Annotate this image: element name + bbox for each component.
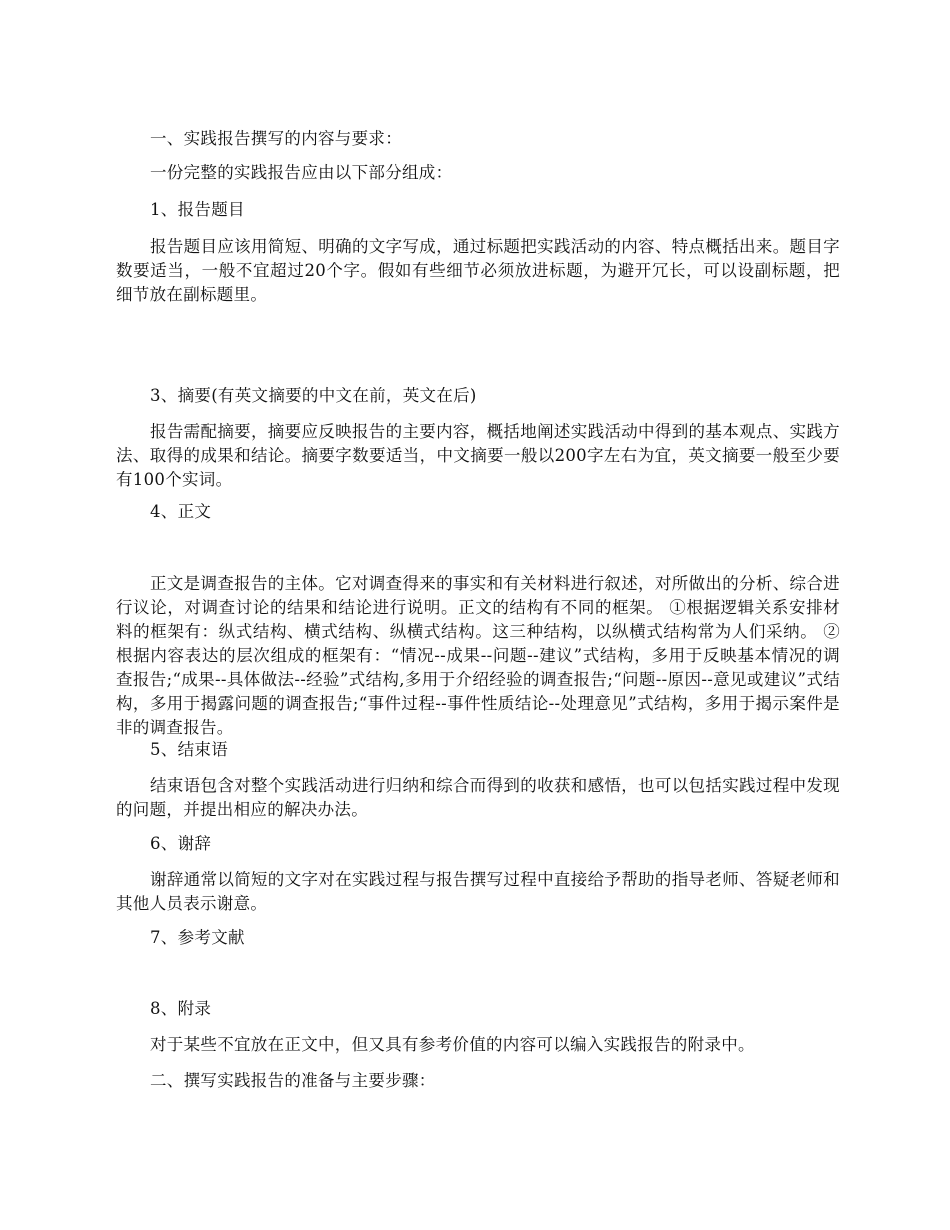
paragraph-body: 正文是调查报告的主体。它对调查得来的事实和有关材料进行叙述，对所做出的分析、综合进行议论，对调查讨论的结果和结论进行说明。正文的结构有不同的框架。 ①根据逻辑关系安排材料的框架有：纵式结构、横式结构、纵横式结构。这三种结构，以纵横式结构常为人们采纳。 ②根据内容表达的层次组成的框架有：“情况--成果--问题--建议”式结构，多用于反映基本情况的调查报告;“成果--具体做法--经验”式结构,多用于介绍经验的调查报告;“问题--原因--意见或建议”式结构，多用于揭露问题的调查报告;“事件过程--事件性质结论--处理意见”式结构，多用于揭示案件是非的调查报告。 — [116, 574, 840, 737]
paragraph-appendix: 对于某些不宜放在正文中，但又具有参考价值的内容可以编入实践报告的附录中。 — [150, 1035, 755, 1054]
paragraph-abstract: 报告需配摘要，摘要应反映报告的主要内容，概括地阐述实践活动中得到的基本观点、实践方法、取得的成果和结论。摘要字数要适当，中文摘要一般以200字左右为宜，英文摘要一般至少要有100个实词。 — [116, 422, 840, 489]
heading-abstract: 3、摘要(有英文摘要的中文在前，英文在后) — [150, 386, 477, 405]
heading-appendix: 8、附录 — [150, 999, 212, 1018]
heading-conclusion: 5、结束语 — [150, 740, 228, 759]
section-heading-preparation: 二、撰写实践报告的准备与主要步骤： — [150, 1071, 436, 1090]
heading-references: 7、参考文献 — [150, 928, 245, 947]
heading-acknowledgements: 6、谢辞 — [150, 834, 212, 853]
heading-body: 4、正文 — [150, 502, 212, 521]
paragraph-report-title: 报告题目应该用简短、明确的文字写成，通过标题把实践活动的内容、特点概括出来。题目字数要适当，一般不宜超过20个字。假如有些细节必须放进标题，为避开冗长，可以设副标题，把细节放在副标题里。 — [116, 237, 840, 304]
intro-paragraph: 一份完整的实践报告应由以下部分组成： — [150, 163, 453, 182]
section-heading-requirements: 一、实践报告撰写的内容与要求： — [150, 129, 402, 148]
paragraph-conclusion: 结束语包含对整个实践活动进行归纳和综合而得到的收获和感悟，也可以包括实践过程中发现的问题，并提出相应的解决办法。 — [116, 776, 840, 819]
paragraph-acknowledgements: 谢辞通常以简短的文字对在实践过程与报告撰写过程中直接给予帮助的指导老师、答疑老师和其他人员表示谢意。 — [116, 870, 840, 913]
heading-report-title: 1、报告题目 — [150, 200, 245, 219]
